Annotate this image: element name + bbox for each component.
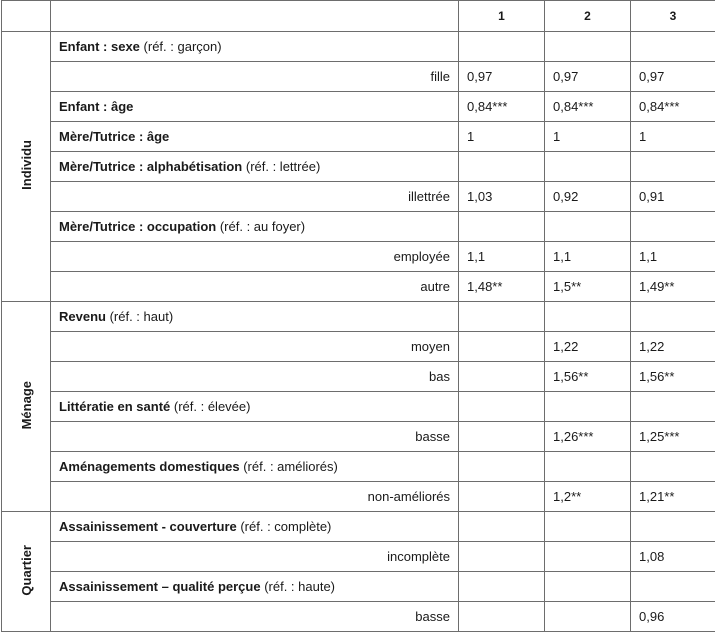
value-cell: [545, 542, 631, 572]
value-cell: [459, 572, 545, 602]
value-cell: [631, 572, 715, 602]
value-cell: 1,1: [459, 242, 545, 272]
group-cell-quartier: [2, 512, 51, 632]
value-cell: [545, 32, 631, 62]
value-cell: [459, 452, 545, 482]
value-cell: 0,84***: [459, 92, 545, 122]
value-cell: [459, 422, 545, 452]
value-cell: [631, 512, 715, 542]
value-cell: [631, 302, 715, 332]
category-label: moyen: [51, 332, 459, 362]
table-row: [2, 572, 715, 602]
value-cell: 1: [631, 122, 715, 152]
value-cell: 1,5**: [545, 272, 631, 302]
value-cell: 0,84***: [545, 92, 631, 122]
table-row: [2, 392, 715, 422]
category-label: autre: [51, 272, 459, 302]
value-cell: [631, 152, 715, 182]
table-row: [2, 272, 715, 302]
value-cell: 1,21**: [631, 482, 715, 512]
value-cell: [631, 392, 715, 422]
column-header: 2: [545, 1, 631, 32]
value-cell: 1,1: [545, 242, 631, 272]
table-row: [2, 122, 715, 152]
table-row: [2, 602, 715, 632]
category-label: basse: [51, 602, 459, 632]
value-cell: 0,84***: [631, 92, 715, 122]
value-cell: [459, 302, 545, 332]
value-cell: [459, 152, 545, 182]
table-row: [2, 62, 715, 92]
value-cell: [459, 362, 545, 392]
value-cell: [631, 212, 715, 242]
category-label: illettrée: [51, 182, 459, 212]
value-cell: [545, 152, 631, 182]
value-cell: [459, 32, 545, 62]
table-row: [2, 92, 715, 122]
header-row: [2, 1, 715, 32]
group-cell-individu: [2, 32, 51, 302]
value-cell: 0,97: [459, 62, 545, 92]
table-row: [2, 152, 715, 182]
value-cell: 1,48**: [459, 272, 545, 302]
regression-table: [1, 0, 715, 632]
category-label: non-améliorés: [51, 482, 459, 512]
value-cell: [459, 212, 545, 242]
value-cell: 1,25***: [631, 422, 715, 452]
table-row: [2, 212, 715, 242]
value-cell: 0,91: [631, 182, 715, 212]
group-label: Individu: [18, 140, 34, 190]
table-row: [2, 422, 715, 452]
value-cell: 0,92: [545, 182, 631, 212]
value-cell: [545, 572, 631, 602]
value-cell: [459, 392, 545, 422]
value-cell: [631, 452, 715, 482]
column-header: 3: [631, 1, 715, 32]
variable-label: Enfant : âge: [51, 92, 459, 122]
table-row: [2, 242, 715, 272]
category-label: employée: [51, 242, 459, 272]
value-cell: [545, 302, 631, 332]
category-label: bas: [51, 362, 459, 392]
value-cell: [459, 482, 545, 512]
value-cell: [631, 32, 715, 62]
value-cell: 1,2**: [545, 482, 631, 512]
value-cell: [545, 512, 631, 542]
value-cell: [459, 602, 545, 632]
value-cell: 1: [459, 122, 545, 152]
table-row: [2, 332, 715, 362]
category-label: basse: [51, 422, 459, 452]
value-cell: 1,1: [631, 242, 715, 272]
value-cell: 1,49**: [631, 272, 715, 302]
table-row: [2, 452, 715, 482]
variable-label: Assainissement - couverture (réf. : complète): [51, 512, 459, 542]
table-row: [2, 302, 715, 332]
table-row: [2, 512, 715, 542]
variable-label: Littératie en santé (réf. : élevée): [51, 392, 459, 422]
value-cell: [545, 212, 631, 242]
table-row: [2, 482, 715, 512]
value-cell: 1,56**: [545, 362, 631, 392]
group-label: Quartier: [18, 544, 34, 596]
value-cell: [545, 602, 631, 632]
table-row: [2, 32, 715, 62]
category-label: fille: [51, 62, 459, 92]
value-cell: 1,08: [631, 542, 715, 572]
value-cell: 1: [545, 122, 631, 152]
variable-label: Mère/Tutrice : âge: [51, 122, 459, 152]
variable-label: Aménagements domestiques (réf. : améliorés): [51, 452, 459, 482]
value-cell: [545, 452, 631, 482]
variable-label: Assainissement – qualité perçue (réf. : haute): [51, 572, 459, 602]
table-row: [2, 362, 715, 392]
value-cell: [459, 332, 545, 362]
value-cell: 0,96: [631, 602, 715, 632]
value-cell: 1,03: [459, 182, 545, 212]
group-label: Ménage: [18, 380, 34, 430]
value-cell: 1,22: [631, 332, 715, 362]
variable-label: Revenu (réf. : haut): [51, 302, 459, 332]
table-row: [2, 542, 715, 572]
group-cell-menage: [2, 302, 51, 512]
variable-label: Mère/Tutrice : alphabétisation (réf. : lettrée): [51, 152, 459, 182]
category-label: incomplète: [51, 542, 459, 572]
value-cell: [545, 392, 631, 422]
variable-label: Mère/Tutrice : occupation (réf. : au foyer): [51, 212, 459, 242]
variable-header-cell: [51, 1, 459, 32]
table-row: [2, 182, 715, 212]
column-header: 1: [459, 1, 545, 32]
value-cell: 0,97: [631, 62, 715, 92]
value-cell: 0,97: [545, 62, 631, 92]
value-cell: [459, 542, 545, 572]
value-cell: 1,26***: [545, 422, 631, 452]
value-cell: [459, 512, 545, 542]
value-cell: 1,56**: [631, 362, 715, 392]
variable-label: Enfant : sexe (réf. : garçon): [51, 32, 459, 62]
value-cell: 1,22: [545, 332, 631, 362]
corner-cell: [2, 1, 51, 32]
